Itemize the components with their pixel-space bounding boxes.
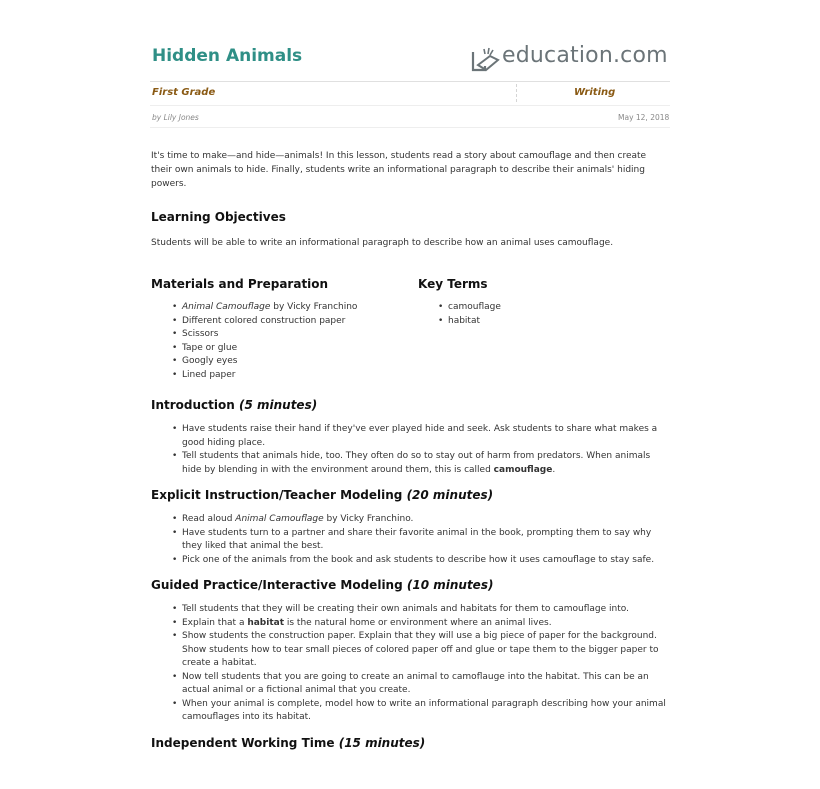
independent-working-time: (15 minutes): [338, 736, 426, 750]
list-item-text: is the natural home or environment where an animal lives.: [284, 617, 552, 628]
list-item: [172, 554, 670, 568]
list-item: [172, 630, 670, 671]
materials-heading: Materials and Preparation: [151, 277, 329, 291]
list-item-text: Different colored construction paper: [182, 315, 346, 326]
book-title: Animal Camouflage: [235, 514, 324, 524]
list-item: [172, 355, 402, 369]
list-item: [172, 617, 670, 631]
introduction-time: (5 minutes): [238, 398, 318, 412]
list-item-text: Have students raise their hand if they've ever played hide and seek. Ask students to share what makes a good hiding place.: [182, 424, 658, 448]
list-item: [172, 301, 402, 315]
key-term: habitat: [448, 315, 481, 326]
introduction-list: [172, 423, 670, 477]
list-item-text: Lined paper: [182, 369, 236, 380]
explicit-instruction-time: (20 minutes): [406, 488, 494, 502]
education-logo[interactable]: [468, 42, 673, 76]
independent-working-heading: Independent Working Time (15 minutes): [151, 736, 426, 750]
introduction-heading: Introduction (5 minutes): [151, 398, 318, 412]
key-terms-heading: Key Terms: [418, 277, 488, 291]
book-icon: [470, 46, 502, 74]
list-item-text: Now tell students that you are going to create an animal to camoflauge into the habitat. This can be an actual animal or a fictional animal that you create.: [182, 671, 649, 695]
list-item: [172, 513, 670, 527]
list-item-text: by Vicky Franchino: [270, 302, 358, 312]
list-item-text: Explain that a: [182, 617, 248, 628]
list-item-text: Show students the construction paper. Explain that they will use a big piece of paper for the background. Show students how to tear small pieces of colored paper off and glue or tape them to the bigger paper to create a habitat.: [182, 631, 659, 668]
list-item-text: Read aloud: [182, 514, 236, 524]
grade-label: First Grade: [152, 87, 216, 98]
divider: [150, 81, 670, 82]
intro-paragraph: It's time to make—and hide—animals! In this lesson, students read a story about camouflage and then create their own animals to hide. Finally, students write an informational paragraph to describe their animals' hiding powers.: [151, 151, 647, 189]
meta-separator: [516, 84, 517, 102]
list-item-text: Have students turn to a partner and share their favorite animal in the book, prompting them to say why they liked that animal the best.: [182, 527, 652, 551]
key-term-bold: habitat: [247, 617, 285, 628]
learning-objectives-heading: Learning Objectives: [151, 210, 286, 224]
list-item-text: When your animal is complete, model how to write an informational paragraph describing how your animal camouflages into its habitat.: [182, 698, 666, 722]
list-item: [172, 450, 670, 477]
learning-objectives-text: Students will be able to write an informational paragraph to describe how an animal uses camouflage.: [151, 238, 614, 248]
list-item: [172, 698, 670, 725]
list-item: [438, 301, 638, 315]
list-item: [172, 328, 402, 342]
list-item: [172, 423, 670, 450]
logo-text: education.com: [502, 43, 668, 68]
divider: [150, 105, 670, 106]
guided-practice-time: (10 minutes): [406, 578, 494, 592]
list-item: [172, 369, 402, 383]
list-item: [438, 315, 638, 329]
materials-list: [172, 301, 402, 382]
key-term: camouflage: [448, 302, 501, 312]
list-item: [172, 603, 670, 617]
list-item-text: .: [552, 464, 556, 475]
book-title: Animal Camouflage: [182, 302, 271, 312]
list-item-text: by Vicky Franchino.: [323, 514, 414, 524]
list-item: [172, 315, 402, 329]
list-item-text: Googly eyes: [182, 356, 238, 366]
guided-practice-heading: Guided Practice/Interactive Modeling (10 minutes): [151, 578, 494, 592]
list-item: [172, 527, 670, 554]
page-title: Hidden Animals: [152, 46, 303, 66]
explicit-instruction-list: [172, 513, 670, 567]
key-terms-list: [438, 301, 638, 328]
explicit-instruction-heading: Explicit Instruction/Teacher Modeling (20 minutes): [151, 488, 494, 502]
list-item: [172, 671, 670, 698]
list-item-text: Tell students that animals hide, too. They often do so to stay out of harm from predators. When animals hide by blending in with the environment around them, this is called: [182, 451, 651, 475]
divider: [150, 127, 670, 128]
list-item-text: Tell students that they will be creating their own animals and habitats for them to camouflage into.: [182, 604, 629, 614]
list-item-text: Scissors: [182, 329, 219, 339]
guided-practice-list: [172, 603, 670, 725]
subject-label: Writing: [574, 87, 616, 98]
list-item-text: Tape or glue: [182, 342, 238, 353]
publish-date: May 12, 2018: [618, 113, 670, 122]
key-term-bold: camouflage: [493, 464, 553, 475]
list-item-text: Pick one of the animals from the book and ask students to describe how it uses camouflage to stay safe.: [182, 554, 655, 565]
author-byline: by Lily Jones: [152, 113, 199, 122]
list-item: [172, 342, 402, 356]
